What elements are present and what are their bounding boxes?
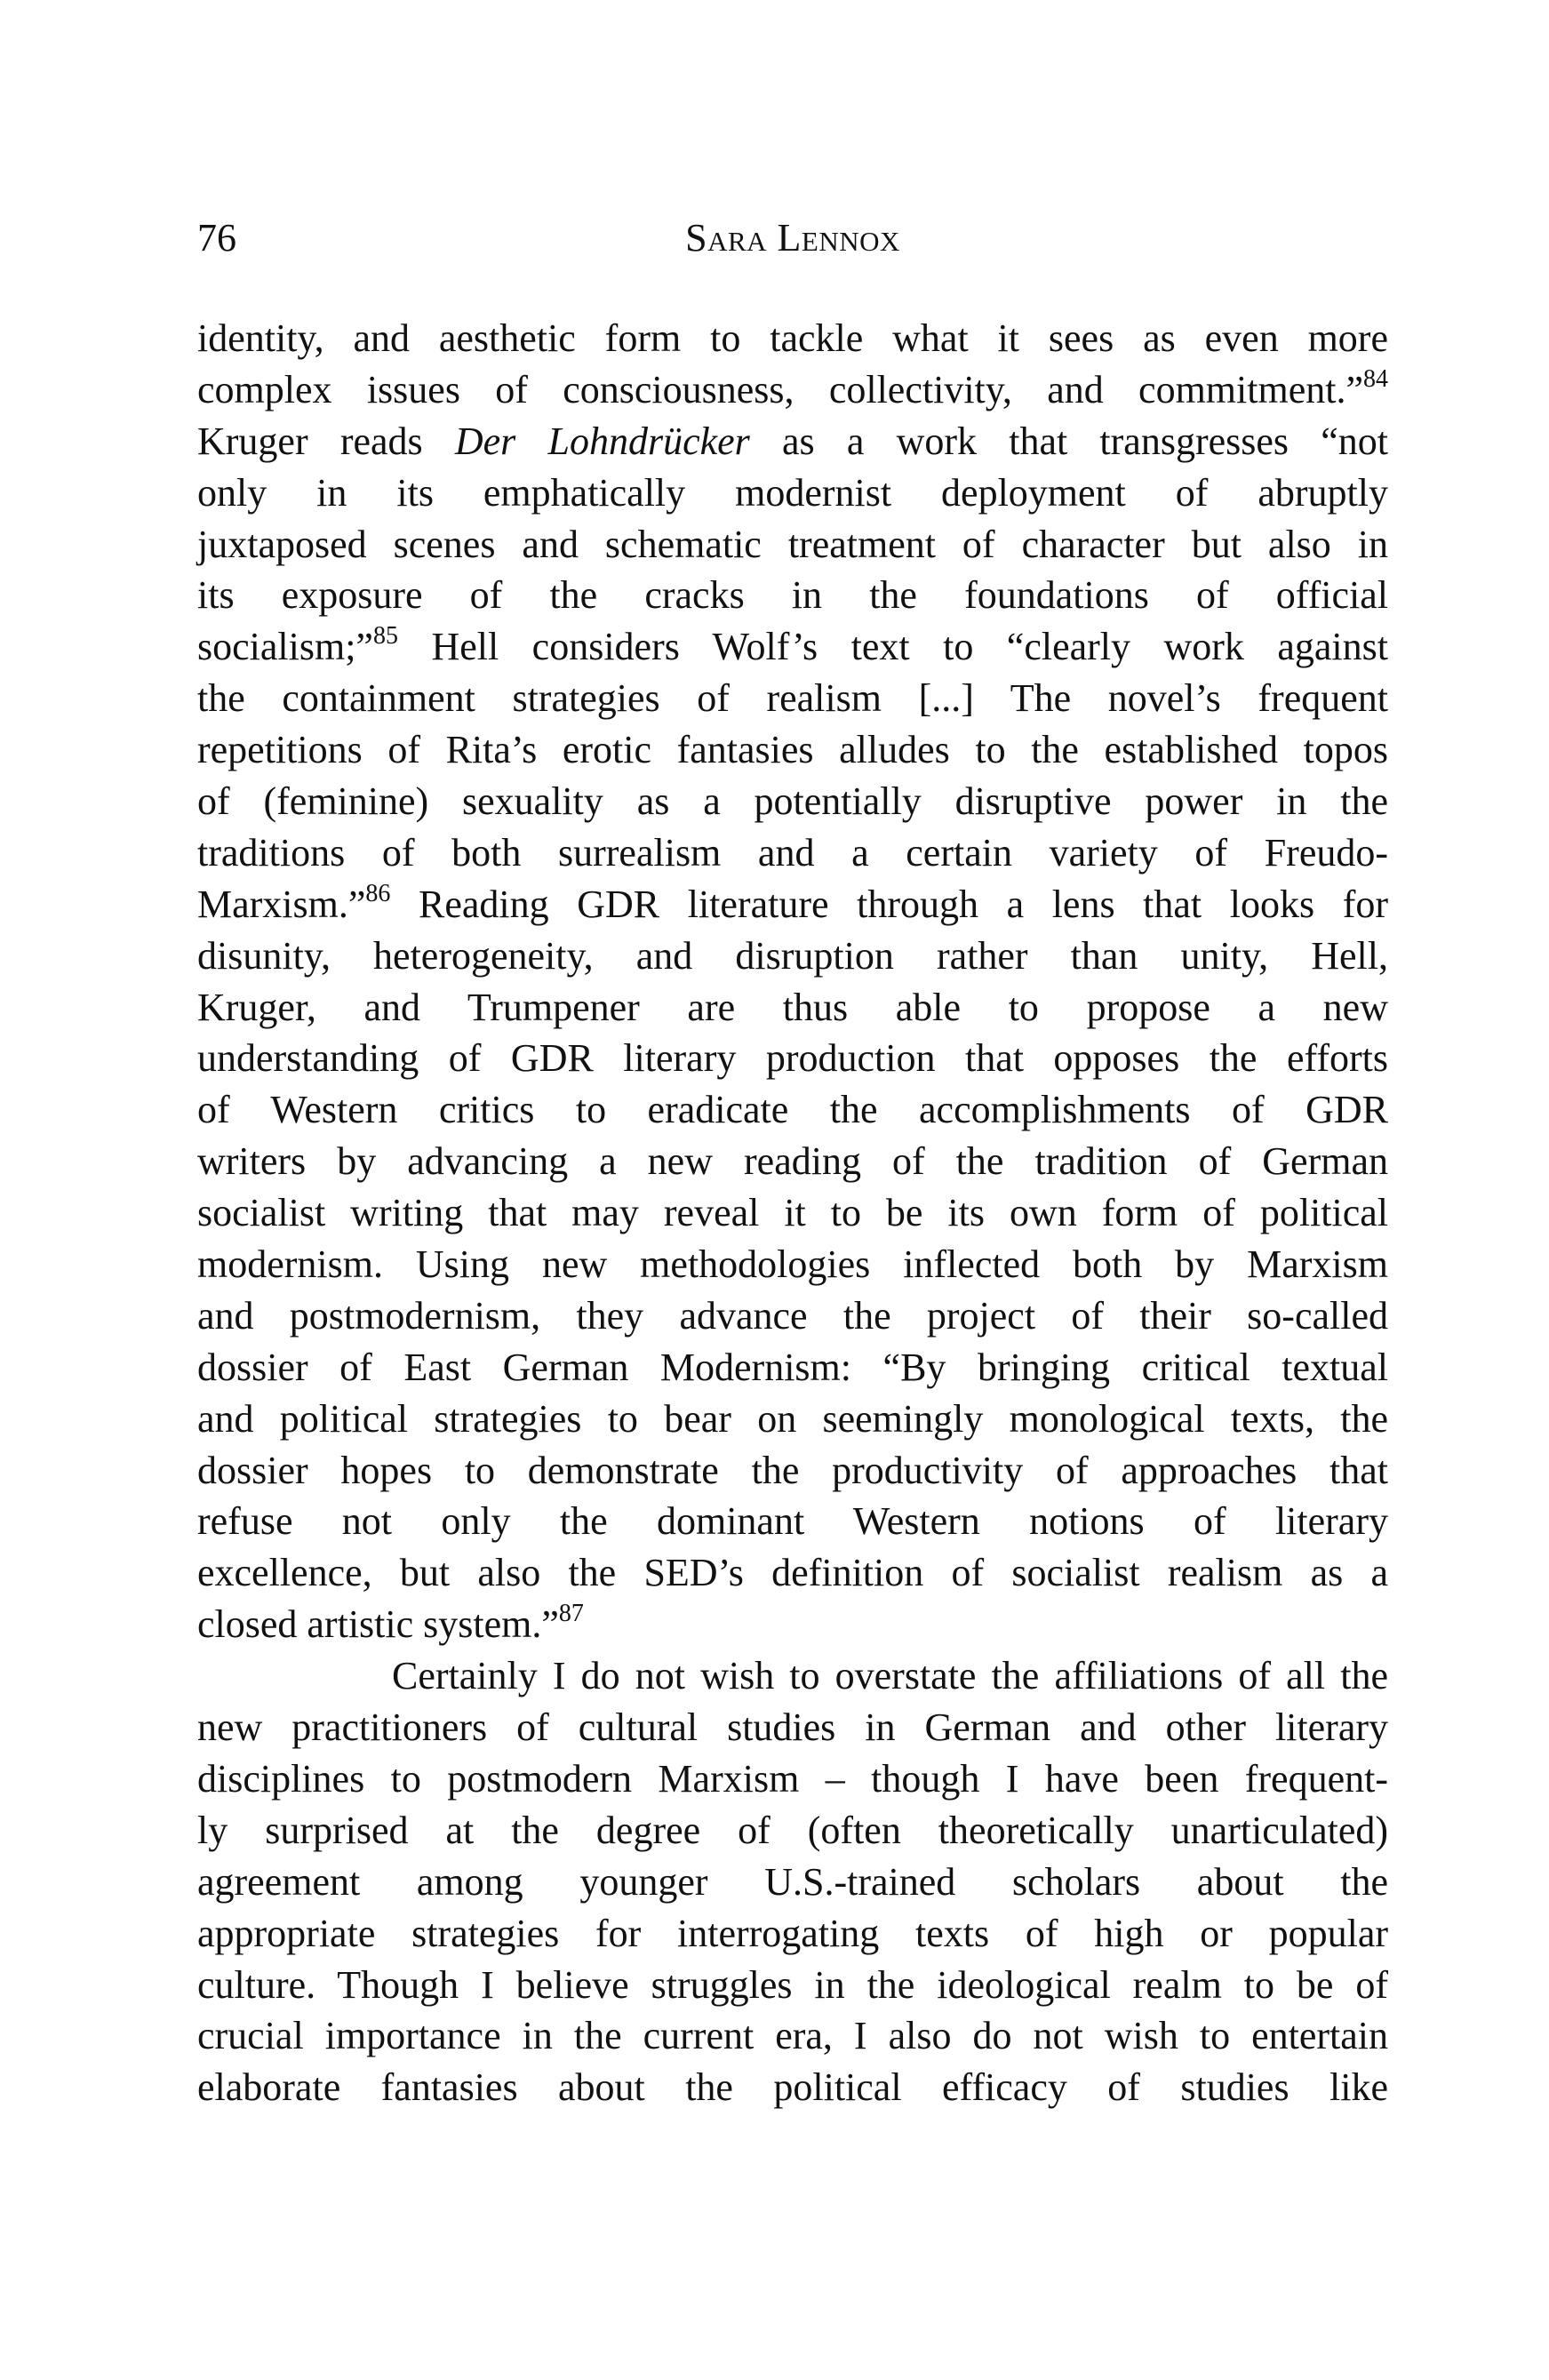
text-line: of Western critics to eradicate the accomplishments of GDR [197, 1088, 1388, 1132]
text-fragment: closed artistic system.” [197, 1602, 559, 1647]
text-line: identity, and aesthetic form to tackle what it sees as even more [197, 316, 1388, 360]
text-line: disunity, heterogeneity, and disruption rather than unity, Hell, [197, 933, 1388, 978]
text-line: modernism. Using new methodologies inflected both by Marxism [197, 1242, 1388, 1287]
text-line: only in its emphatically modernist deployment of abruptly [197, 470, 1388, 515]
text-fragment: complex issues of consciousness, collectivity, and commitment.” [197, 367, 1363, 411]
text-line: its exposure of the cracks in the foundations of official [197, 573, 1388, 618]
text-line: excellence, but also the SED’s definition of socialist realism as a [197, 1551, 1388, 1595]
text-line: refuse not only the dominant Western notions of literary [197, 1499, 1388, 1544]
text-line: understanding of GDR literary production that opposes the efforts [197, 1036, 1388, 1081]
footnote-ref-87: 87 [558, 1600, 584, 1628]
text-line: new practitioners of cultural studies in German and other literary [197, 1705, 1388, 1750]
text-line: elaborate fantasies about the political efficacy of studies like [197, 2065, 1388, 2110]
text-line: Kruger, and Trumpener are thus able to propose a new [197, 985, 1388, 1029]
text-line [197, 416, 1388, 467]
text-line [197, 364, 1388, 416]
text-line: and political strategies to bear on seemingly monological texts, the [197, 1396, 1388, 1441]
text-fragment: Hell considers Wolf’s text to “clearly work against [397, 625, 1388, 669]
text-line: dossier hopes to demonstrate the productivity of approaches that [197, 1448, 1388, 1492]
text-line: writers by advancing a new reading of the tradition of German [197, 1139, 1388, 1184]
text-line: juxtaposed scenes and schematic treatment of character but also in [197, 522, 1388, 566]
text-line [197, 621, 1388, 673]
text-line: socialist writing that may reveal it to be its own form of political [197, 1191, 1388, 1235]
text-line: the containment strategies of realism [...] The novel’s frequent [197, 676, 1388, 721]
text-line [197, 879, 1388, 930]
running-title: Sara Lennox [685, 216, 900, 260]
text-fragment: Kruger reads [197, 419, 455, 463]
text-fragment: Reading GDR literature through a lens that looks for [390, 882, 1388, 926]
text-line: repetitions of Rita’s erotic fantasies alludes to the established topos [197, 728, 1388, 772]
text-line: of (feminine) sexuality as a potentially disruptive power in the [197, 779, 1388, 824]
text-line: disciplines to postmodern Marxism – though I have been frequent- [197, 1756, 1388, 1801]
running-head [197, 212, 1388, 265]
text-line: crucial importance in the current era, I also do not wish to entertain [197, 2014, 1388, 2058]
text-fragment: socialism;” [197, 625, 373, 669]
body-text [197, 313, 1388, 2113]
text-line: traditions of both surrealism and a certain variety of Freudo- [197, 830, 1388, 875]
text-line: and postmodernism, they advance the project of their so-called [197, 1293, 1388, 1338]
text-line: ly surprised at the degree of (often theoretically unarticulated) [197, 1808, 1388, 1852]
text-fragment: Marxism.” [197, 882, 366, 926]
work-title: Der Lohndrücker [454, 419, 750, 463]
text-line: culture. Though I believe struggles in the ideological realm to be of [197, 1962, 1388, 2007]
text-line: agreement among younger U.S.-trained scholars about the [197, 1859, 1388, 1904]
text-line: dossier of East German Modernism: “By bringing critical textual [197, 1345, 1388, 1389]
text-fragment: as a work that transgresses “not [749, 419, 1389, 463]
page-number: 76 [197, 216, 236, 260]
footnote-ref-84: 84 [1363, 364, 1388, 393]
text-line: Certainly I do not wish to overstate the affiliations of all the [392, 1654, 1388, 1698]
footnote-ref-86: 86 [365, 879, 391, 907]
footnote-ref-85: 85 [372, 622, 398, 651]
text-line [197, 1599, 1388, 1650]
text-line: appropriate strategies for interrogating texts of high or popular [197, 1911, 1388, 1955]
